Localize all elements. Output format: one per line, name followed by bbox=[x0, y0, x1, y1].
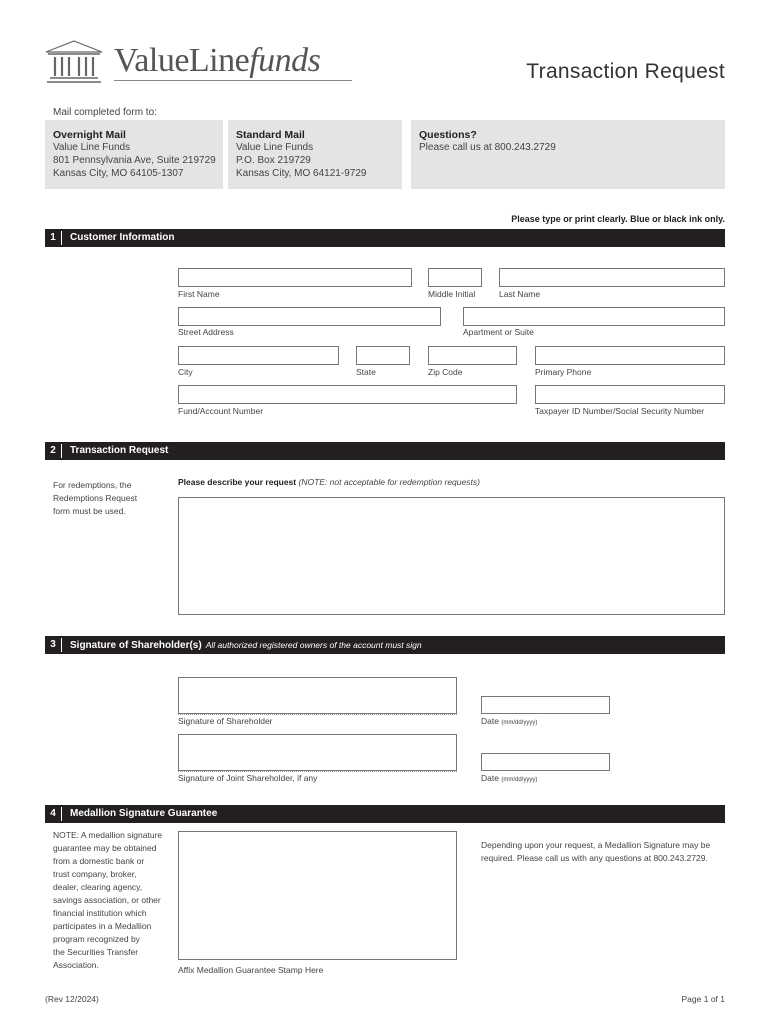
overnight-heading: Overnight Mail bbox=[53, 129, 126, 141]
section-title: Transaction Request bbox=[70, 445, 169, 456]
section-bar-signature bbox=[45, 636, 725, 654]
redemptions-note: For redemptions, the Redemptions Request form must be used. bbox=[53, 480, 138, 516]
standard-line: P.O. Box 219729 bbox=[236, 155, 311, 166]
city-field[interactable] bbox=[178, 346, 339, 365]
shareholder-signature-field[interactable] bbox=[178, 677, 457, 714]
brand-rule bbox=[114, 80, 352, 81]
joint-signature-label: Signature of Joint Shareholder, if any bbox=[178, 773, 318, 783]
shareholder-date-label: Date (mm/dd/yyyy) bbox=[481, 716, 538, 726]
section-title: Signature of Shareholder(s) All authorized registered owners of the account must sign bbox=[70, 640, 422, 651]
state-label: State bbox=[356, 367, 376, 377]
joint-date-field[interactable] bbox=[481, 753, 610, 771]
joint-signature-field[interactable] bbox=[178, 734, 457, 771]
street-address-field[interactable] bbox=[178, 307, 441, 326]
apartment-field[interactable] bbox=[463, 307, 725, 326]
questions-block bbox=[411, 120, 725, 189]
signature-rule bbox=[178, 714, 457, 715]
medallion-stamp-box[interactable] bbox=[178, 831, 457, 960]
last-name-field[interactable] bbox=[499, 268, 725, 287]
state-field[interactable] bbox=[356, 346, 410, 365]
request-description-textarea[interactable] bbox=[178, 497, 725, 615]
section-number: 3 bbox=[50, 639, 56, 650]
middle-initial-field[interactable] bbox=[428, 268, 482, 287]
primary-phone-label: Primary Phone bbox=[535, 367, 592, 377]
shareholder-date-field[interactable] bbox=[481, 696, 610, 714]
temple-logo-icon bbox=[44, 38, 104, 86]
zip-code-label: Zip Code bbox=[428, 367, 463, 377]
value-line-logo bbox=[44, 38, 324, 88]
shareholder-signature-label: Signature of Shareholder bbox=[178, 716, 273, 726]
standard-heading: Standard Mail bbox=[236, 129, 305, 141]
middle-initial-label: Middle Initial bbox=[428, 289, 476, 299]
questions-heading: Questions? bbox=[419, 129, 477, 141]
overnight-mail-block bbox=[45, 120, 223, 189]
section-title: Medallion Signature Guarantee bbox=[70, 808, 218, 819]
ink-instruction: Please type or print clearly. Blue or black ink only. bbox=[511, 214, 725, 224]
standard-line: Kansas City, MO 64121-9729 bbox=[236, 168, 367, 179]
section-number: 4 bbox=[50, 808, 56, 819]
account-number-label: Fund/Account Number bbox=[178, 406, 264, 416]
joint-date-label: Date (mm/dd/yyyy) bbox=[481, 773, 538, 783]
last-name-label: Last Name bbox=[499, 289, 541, 299]
section-number: 1 bbox=[50, 232, 56, 243]
signature-rule bbox=[178, 771, 457, 772]
brand-name: ValueLinefunds bbox=[114, 42, 321, 79]
section-bar-transaction-request bbox=[45, 442, 725, 460]
overnight-line: 801 Pennsylvania Ave, Suite 219729 bbox=[53, 155, 216, 166]
revision-label: (Rev 12/2024) bbox=[45, 994, 99, 1004]
city-label: City bbox=[178, 367, 193, 377]
page-number: Page 1 of 1 bbox=[681, 994, 725, 1004]
section-number: 2 bbox=[50, 445, 56, 456]
page-title: Transaction Request bbox=[526, 60, 725, 83]
medallion-note: NOTE: A medallion signature guarantee may be obtained from a domestic bank or trust company, broker, dealer, clearing agency, savings association, or other financial institution which participates in a Medallion program recognized by the Securities Transfer Association. bbox=[53, 830, 163, 970]
medallion-info: Depending upon your request, a Medallion Signature may be required. Please call us with any questions at 800.243.2729. bbox=[481, 840, 711, 863]
mail-label: Mail completed form to: bbox=[53, 107, 157, 118]
overnight-line: Value Line Funds bbox=[53, 142, 131, 153]
first-name-label: First Name bbox=[178, 289, 220, 299]
section-title: Customer Information bbox=[70, 232, 175, 243]
street-address-label: Street Address bbox=[178, 327, 234, 337]
stamp-label: Affix Medallion Guarantee Stamp Here bbox=[178, 965, 324, 975]
section-bar-customer-info bbox=[45, 229, 725, 247]
overnight-line: Kansas City, MO 64105-1307 bbox=[53, 168, 184, 179]
section-bar-medallion bbox=[45, 805, 725, 823]
first-name-field[interactable] bbox=[178, 268, 412, 287]
questions-line: Please call us at 800.243.2729 bbox=[419, 142, 556, 153]
standard-line: Value Line Funds bbox=[236, 142, 314, 153]
request-prompt: Please describe your request (NOTE: not acceptable for redemption requests) bbox=[178, 477, 480, 487]
primary-phone-field[interactable] bbox=[535, 346, 725, 365]
taxpayer-id-field[interactable] bbox=[535, 385, 725, 404]
taxpayer-id-label: Taxpayer ID Number/Social Security Number bbox=[535, 406, 705, 416]
apartment-label: Apartment or Suite bbox=[463, 327, 534, 337]
zip-code-field[interactable] bbox=[428, 346, 517, 365]
standard-mail-block bbox=[228, 120, 402, 189]
account-number-field[interactable] bbox=[178, 385, 517, 404]
